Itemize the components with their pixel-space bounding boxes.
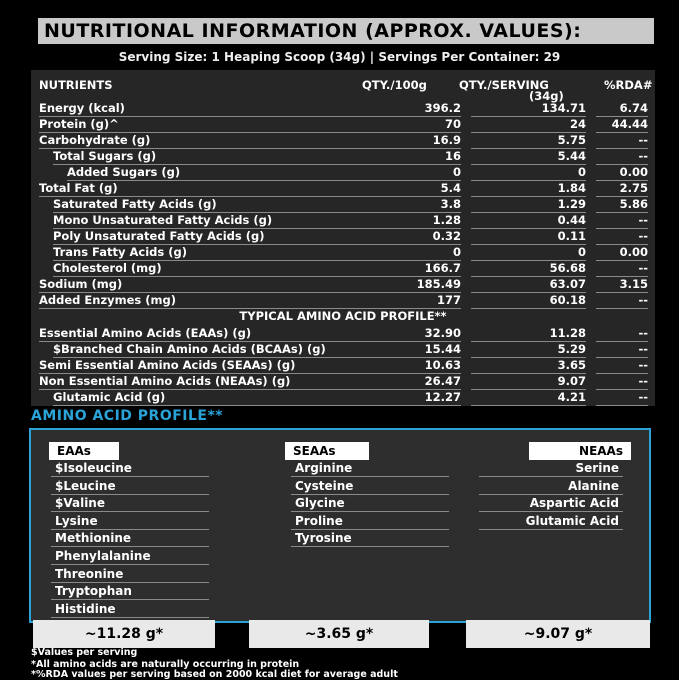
rda-value: -- (638, 293, 648, 307)
row-divider (596, 405, 648, 406)
qty-per-serving: 4.21 (557, 390, 586, 404)
qty-per-serving: 1.84 (557, 181, 586, 195)
qty-per-serving: 0 (577, 245, 586, 259)
qty-per-100g: 396.2 (424, 101, 461, 115)
eaas-total: ~11.28 g* (33, 620, 215, 648)
table-row (31, 292, 655, 308)
item-divider (51, 617, 209, 618)
qty-per-serving: 5.75 (557, 133, 586, 147)
seaas-total: ~3.65 g* (249, 620, 429, 648)
nutrient-name: Carbohydrate (g) (39, 133, 151, 147)
rda-value: -- (638, 261, 648, 275)
row-divider (53, 405, 461, 406)
table-row (31, 164, 655, 180)
rda-value: -- (638, 342, 648, 356)
header-nutrients: NUTRIENTS (39, 78, 113, 92)
rda-value: 2.75 (619, 181, 648, 195)
item-divider (291, 546, 449, 547)
qty-per-serving: 9.07 (557, 374, 586, 388)
note-amino: *All amino acids are naturally occurring in protein (31, 659, 300, 670)
rda-value: 6.74 (619, 101, 648, 115)
table-row (31, 228, 655, 244)
nutrient-name: Added Enzymes (mg) (39, 293, 176, 307)
rda-value: -- (638, 374, 648, 388)
table-row (31, 341, 655, 357)
qty-per-100g: 0 (452, 165, 461, 179)
amino-acid-item: Methionine (55, 531, 132, 546)
qty-per-100g: 1.28 (432, 213, 461, 227)
rda-value: -- (638, 390, 648, 404)
nutrient-name: Essential Amino Acids (EAAs) (g) (39, 326, 252, 340)
qty-per-serving: 11.28 (549, 326, 586, 340)
amino-acid-item: Glutamic Acid (525, 513, 619, 528)
header-qty-serving: QTY./SERVING (459, 78, 549, 92)
amino-profile-box (29, 428, 651, 623)
neaas-header: NEAAs (529, 442, 631, 460)
note-bcaa: $Values per serving (31, 647, 138, 658)
amino-acid-item: $Valine (55, 496, 105, 511)
amino-acid-item: Proline (295, 513, 343, 528)
qty-per-100g: 32.90 (424, 326, 461, 340)
table-row (31, 132, 655, 148)
nutrient-name: Added Sugars (g) (67, 165, 181, 179)
row-divider (471, 405, 586, 406)
table-row (31, 357, 655, 373)
rda-value: 0.00 (619, 245, 648, 259)
qty-per-serving: 63.07 (549, 277, 586, 291)
amino-section-title: TYPICAL AMINO ACID PROFILE** (239, 309, 447, 323)
qty-per-100g: 70 (444, 117, 461, 131)
qty-per-100g: 166.7 (424, 261, 461, 275)
table-row (31, 180, 655, 196)
header-rda: %RDA# (604, 78, 653, 92)
qty-per-serving: 3.65 (557, 358, 586, 372)
qty-per-100g: 3.8 (440, 197, 461, 211)
table-row (31, 196, 655, 212)
amino-acid-item: Phenylalanine (55, 549, 151, 563)
amino-acid-item: Serine (575, 461, 619, 475)
nutrient-name: Total Sugars (g) (53, 149, 157, 163)
table-row (31, 276, 655, 292)
nutrient-name: Poly Unsaturated Fatty Acids (g) (53, 229, 265, 243)
table-row (31, 389, 655, 405)
amino-acid-item: $Isoleucine (55, 461, 132, 475)
nutrient-name: $Branched Chain Amino Acids (BCAAs) (g) (53, 342, 326, 356)
table-row (31, 373, 655, 389)
note-rda: *%RDA values per serving based on 2000 kcal diet for average adult (31, 669, 398, 680)
nutrient-name: Semi Essential Amino Acids (SEAAs) (g) (39, 358, 296, 372)
qty-per-100g: 16.9 (432, 133, 461, 147)
rda-value: -- (638, 229, 648, 243)
amino-acid-item: Histidine (55, 601, 116, 616)
amino-acid-item: Threonine (55, 566, 124, 581)
qty-per-100g: 0.32 (432, 229, 461, 243)
amino-acid-item: Cysteine (295, 478, 354, 493)
rda-value: -- (638, 133, 648, 147)
qty-per-100g: 16 (444, 149, 461, 163)
rda-value: -- (638, 149, 648, 163)
amino-acid-item: $Leucine (55, 478, 116, 493)
qty-per-100g: 10.63 (424, 358, 461, 372)
table-row (31, 116, 655, 132)
table-row (31, 212, 655, 228)
nutrition-table (31, 70, 655, 406)
nutrient-name: Protein (g)^ (39, 117, 119, 131)
qty-per-100g: 5.4 (440, 181, 461, 195)
qty-per-serving: 0.44 (557, 213, 586, 227)
amino-acid-item: Tryptophan (55, 584, 132, 599)
qty-per-serving: 60.18 (549, 293, 586, 307)
rda-value: 44.44 (611, 117, 648, 131)
amino-acid-item: Alanine (568, 478, 619, 493)
nutrient-name: Saturated Fatty Acids (g) (53, 197, 217, 211)
qty-per-serving: 0 (577, 165, 586, 179)
qty-per-serving: 56.68 (549, 261, 586, 275)
qty-per-100g: 177 (436, 293, 461, 307)
seaas-header: SEAAs (285, 442, 369, 460)
nutrient-name: Total Fat (g) (39, 181, 118, 195)
qty-per-100g: 185.49 (416, 277, 461, 291)
qty-per-100g: 12.27 (424, 390, 461, 404)
page-title: NUTRITIONAL INFORMATION (APPROX. VALUES): (38, 18, 654, 44)
rda-value: -- (638, 358, 648, 372)
table-row (31, 100, 655, 116)
nutrient-name: Mono Unsaturated Fatty Acids (g) (53, 213, 273, 227)
table-row (31, 148, 655, 164)
qty-per-serving: 134.71 (541, 101, 586, 115)
qty-per-100g: 26.47 (424, 374, 461, 388)
nutrient-name: Sodium (mg) (39, 277, 123, 291)
item-divider (479, 529, 623, 530)
qty-per-serving: 1.29 (557, 197, 586, 211)
header-qty-serving-sub: (34g) (529, 89, 564, 103)
rda-value: 5.86 (619, 197, 648, 211)
rda-value: -- (638, 326, 648, 340)
nutrient-name: Trans Fatty Acids (g) (53, 245, 187, 259)
table-row (31, 244, 655, 260)
amino-acid-item: Aspartic Acid (529, 496, 619, 511)
nutrient-name: Glutamic Acid (g) (53, 390, 166, 404)
nutrient-name: Energy (kcal) (39, 101, 125, 115)
qty-per-serving: 5.29 (557, 342, 586, 356)
qty-per-serving: 5.44 (557, 149, 586, 163)
qty-per-serving: 0.11 (557, 229, 586, 243)
rda-value: -- (638, 213, 648, 227)
nutrient-name: Non Essential Amino Acids (NEAAs) (g) (39, 374, 291, 388)
serving-info: Serving Size: 1 Heaping Scoop (34g) | Servings Per Container: 29 (118, 50, 561, 64)
amino-acid-item: Arginine (295, 461, 353, 475)
amino-acid-item: Lysine (55, 513, 98, 528)
amino-acid-item: Tyrosine (295, 531, 352, 546)
table-row (31, 325, 655, 341)
qty-per-100g: 15.44 (424, 342, 461, 356)
rda-value: 3.15 (619, 277, 648, 291)
neaas-total: ~9.07 g* (466, 620, 650, 648)
eaas-header: EAAs (49, 442, 119, 460)
amino-profile-title: AMINO ACID PROFILE** (31, 408, 224, 424)
table-row (31, 260, 655, 276)
rda-value: 0.00 (619, 165, 648, 179)
nutrient-name: Cholesterol (mg) (53, 261, 162, 275)
qty-per-100g: 0 (452, 245, 461, 259)
header-qty-100g: QTY./100g (362, 78, 427, 92)
qty-per-serving: 24 (569, 117, 586, 131)
amino-acid-item: Glycine (295, 496, 345, 511)
